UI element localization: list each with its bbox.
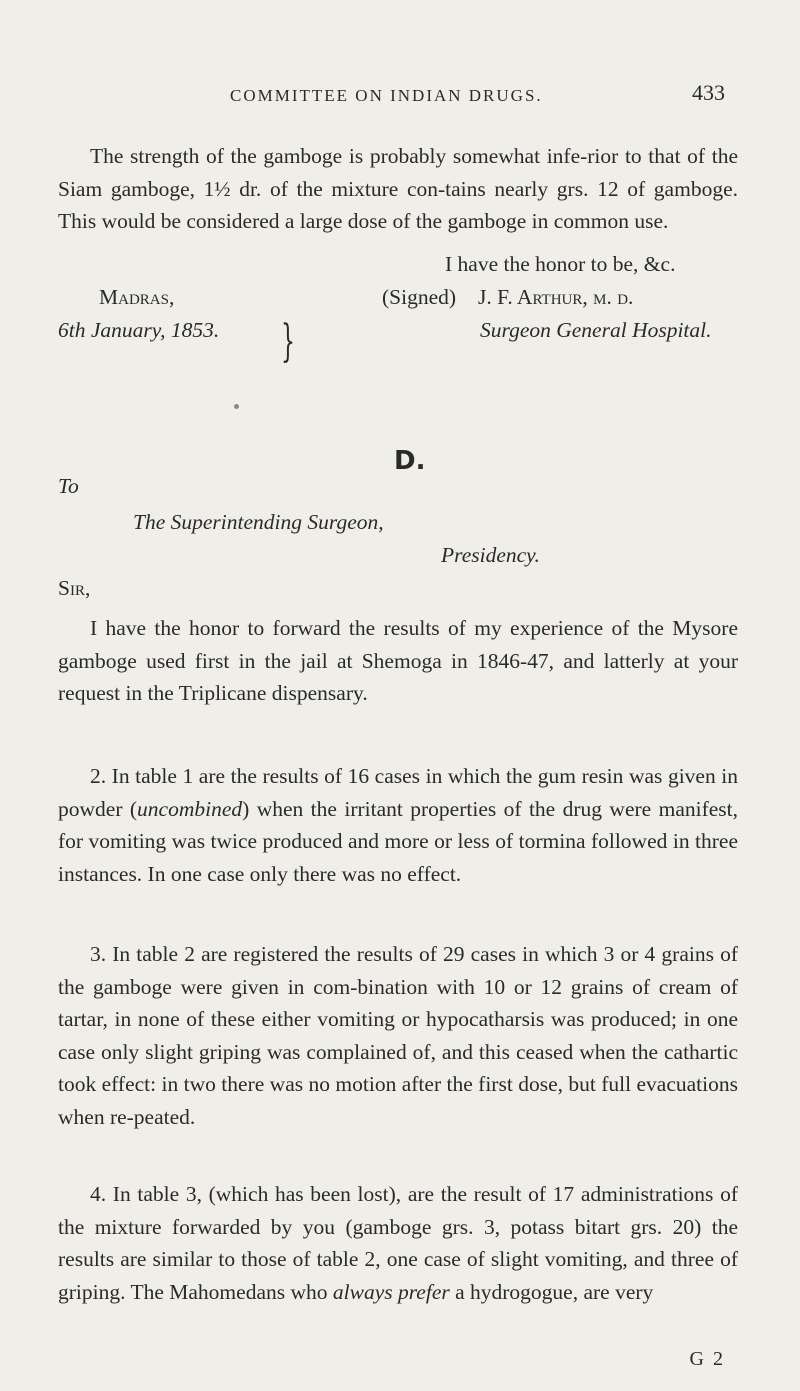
paragraph-4 (58, 1178, 738, 1308)
paragraph-1: I have the honor to forward the results of my experience of the Mysore gamboge used first in the jail at Shemoga in 1846-47, and latterly at your request in the Triplicane dispensary. (58, 616, 738, 705)
signature-mark: G 2 (689, 1348, 725, 1370)
valediction: I have the honor to be, &c. (445, 252, 676, 276)
closing-paragraph: The strength of the gamboge is probably somewhat infe-rior to that of the Siam gamboge, 1½ dr. of the mixture con-tains nearly grs. 12 of gamboge. This would be considered a large dose of the gamboge in common use. (58, 144, 738, 233)
paragraph-2 (58, 760, 738, 890)
paragraph-4-text-a: 4. In table 3, (which has been lost), are the result of 17 administrations of the mixture forwarded by you (gamboge grs. 3, potass bitart grs. 20) the results are similar to those of table 2, one case of slight vomiting, and three of griping. The Mahomedans who (58, 1182, 738, 1304)
salutation: Sir, (58, 576, 91, 600)
date-line: 6th January, 1853. (58, 318, 220, 342)
paragraph-3: 3. In table 2 are registered the results of 29 cases in which 3 or 4 grains of the gamboge were given in com-bination with 10 or 12 grains of cream of tartar, in none of these either vomiting or hypocatharsis was produced; in one case only slight griping was complained of, and this ceased when the cathartic took effect: in two there was no motion after the first dose, but full evacuations when re-peated. (58, 942, 738, 1129)
paragraph-4-emphasis: always prefer (332, 1279, 450, 1304)
paragraph-2-text-b: ) when the irritant properties of the drug were manifest, for vomiting was twice produced and more or less of tormina followed in three instances. In one case only there was no effect. (58, 796, 739, 886)
letter-mark: D. (394, 446, 426, 476)
paragraph-2-emphasis: uncombined (137, 796, 243, 821)
running-title: COMMITTEE ON INDIAN DRUGS. (230, 86, 543, 105)
ink-dot (234, 404, 239, 409)
brace-mark: } (281, 316, 295, 367)
paragraph-2-text-a: 2. In table 1 are the results of 16 cases in which the gum resin was given in powder ( (58, 764, 738, 821)
recipient-line-1: The Superintending Surgeon, (133, 510, 384, 534)
to-line: To (58, 474, 79, 498)
page-number: 433 (692, 80, 725, 105)
signatory-title: Surgeon General Hospital. (480, 318, 712, 342)
recipient-line-2: Presidency. (441, 543, 540, 567)
paragraph-4-text-b: a hydrogogue, are very (449, 1279, 654, 1304)
signed-prefix: (Signed) (382, 285, 457, 309)
signatory-name: J. F. Arthur, m. d. (478, 285, 634, 309)
place-line: Madras, (99, 285, 175, 309)
